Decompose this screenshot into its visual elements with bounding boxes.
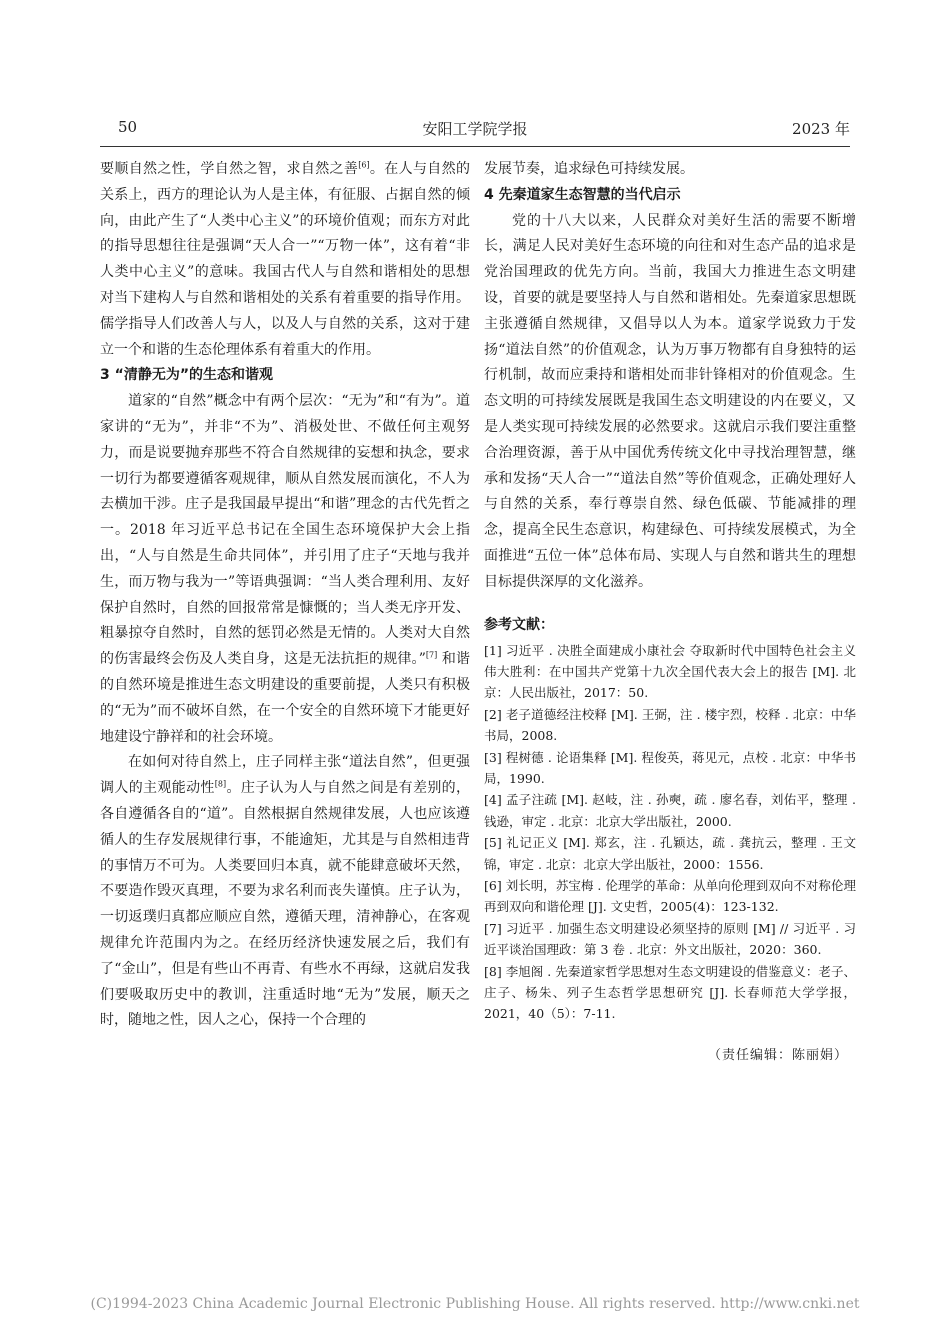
citation-6[interactable]: [6]	[358, 160, 370, 170]
left-column	[100, 157, 470, 1034]
paragraph-continuation: 要顺自然之性，学自然之智，求自然之善[6]。在人与自然的关系上，西方的理论认为人是主体，有征服、占据自然的倾向，由此产生了“人类中心主义”的环境价值观；而东方对此的指导思想往往是强调“天人合一”“万物一体”，这有着“非人类中心主义”的意味。我国古代人与自然和谐相处的思想对当下建构人与自然和谐相处的关系有着重要的指导作用。儒学指导人们改善人与人，以及人与自然的关系，这对于建立一个和谐的生态伦理体系有着重大的作用。	[100, 160, 471, 358]
section-heading-4: 4 先秦道家生态智慧的当代启示	[484, 186, 681, 203]
paragraph-enlightenment: 党的十八大以来，人民群众对美好生活的需要不断增长，满足人民对美好生态环境的向往和对生态产品的追求是党治国理政的优先方向。当前，我国大力推进生态文明建设，首要的就是要坚持人与自然和谐相处。先秦道家思想既主张遵循自然规律，又倡导以人为本。道家学说致力于发扬“道法自然”的价值观念，认为万事万物都有自身独特的运行机制，故而应秉持和谐相处而非针锋相对的价值观念。生态文明的可持续发展既是我国生态文明建设的内在要义，又是人类实现可持续发展的必然要求。这就启示我们要注重整合治理资源，善于从中国优秀传统文化中寻找治理智慧，继承和发扬“天人合一”“道法自然”等价值观念，正确处理好人与自然的关系，奉行尊崇自然、绿色低碳、节能减排的理念，提高全民生态意识，构建绿色、可持续发展模式，为全面推进“五位一体”总体布局、实现人与自然和谐共生的理想目标提供深厚的文化滋养。	[484, 212, 856, 590]
reference-item: [4] 孟子注疏 [M]. 赵岐，注 . 孙奭，疏 . 廖名春，刘佑平，整理 . 钱逊，审定 . 北京：北京大学出版社，2000.	[484, 792, 856, 829]
reference-item: [5] 礼记正义 [M]. 郑玄，注 . 孔颖达，疏 . 龚抗云，整理 . 王文锦，审定 . 北京：北京大学出版社，2000：1556.	[484, 835, 856, 872]
reference-item: [1] 习近平 . 决胜全面建成小康社会 夺取新时代中国特色社会主义伟大胜利：在中国共产党第十九次全国代表大会上的报告 [M]. 北京：人民出版社，2017：50.	[484, 642, 856, 701]
reference-item: [2] 老子道德经注校释 [M]. 王弼，注 . 楼宇烈，校释 . 北京：中华书局，2008.	[484, 706, 856, 744]
reference-item: [6] 刘长明，苏宝梅 . 伦理学的革命：从单向伦理到双向不对称伦理再到双向和谐伦理 [J]. 文史哲，2005(4)：123-132.	[484, 878, 856, 915]
paragraph-zhuangzi: 在如何对待自然上，庄子同样主张“道法自然”，但更强调人的主观能动性[8]。庄子认为人与自然之间是有差别的，各自遵循各自的“道”。自然根据自然规律发展，人也应该遵循人的生存发展规律行事，不能逾矩，尤其是与自然相违背的事情万不可为。人类要回归本真，就不能肆意破坏天然，不要造作毁灭真理，不要为求名利而丧失谨慎。庄子认为，一切返璞归真都应顺应自然，遵循天理，清神静心，在客观规律允许范围内为之。在经历经济快速发展之后，我们有了“金山”，但是有些山不再青、有些水不再绿，这就启发我们要吸取历史中的教训，注重适时地“无为”发展，顺天之时，随地之性，因人之心，保持一个合理的	[100, 754, 471, 1029]
reference-item: [3] 程树德 . 论语集释 [M]. 程俊英，蒋见元，点校 . 北京：中华书局，1990.	[484, 749, 856, 786]
references-list	[484, 640, 856, 1025]
running-header	[100, 118, 850, 144]
paragraph-wuwei: 道家的“自然”概念中有两个层次：“无为”和“有为”。道家讲的“无为”，并非“不为”、消极处世、不做任何主观努力，而是说要抛弃那些不符合自然规律的妄想和执念，要求一切行为都要遵循客观规律，顺从自然发展而演化，不人为去横加干涉。庄子是我国最早提出“和谐”理念的古代先哲之一。2018 年习近平总书记在全国生态环境保护大会上指出，“人与自然是生命共同体”，并引用了庄子“天地与我并生，而万物与我为一”等语典强调：“当人类合理利用、友好保护自然时，自然的回报常常是慷慨的；当人类无序开发、粗暴掠夺自然时，自然的惩罚必然是无情的。人类对大自然的伤害最终会伤及人类自身，这是无法抗拒的规律。”[7] 和谐的自然环境是推进生态文明建设的重要前提，人类只有积极的“无为”而不破坏自然，在一个安全的自然环境下才能更好地建设宁静祥和的社会环境。	[100, 393, 471, 745]
paragraph-continuation-right: 发展节奏，追求绿色可持续发展。	[484, 161, 694, 177]
right-column	[484, 157, 856, 1069]
copyright-footer: (C)1994-2023 China Academic Journal Electronic Publishing House. All rights reserved. http://www.cnki.net	[90, 1296, 860, 1312]
responsible-editor: （责任编辑：陈丽娟）	[707, 1047, 848, 1063]
reference-item: [7] 习近平 . 加强生态文明建设必须坚持的原则 [M] // 习近平 . 习近平谈治国理政：第 3 卷 . 北京：外文出版社，2020：360.	[484, 920, 856, 958]
page-number: 50	[118, 118, 138, 136]
citation-8[interactable]: [8]	[214, 779, 227, 789]
journal-year: 2023 年	[792, 120, 850, 138]
reference-item: [8] 李旭阁 . 先秦道家哲学思想对生态文明建设的借鉴意义：老子、庄子、杨朱、列子生态哲学思想研究 [J]. 长春师范大学学报，2021，40（5）：7-11.	[484, 963, 856, 1022]
citation-7[interactable]: [7]	[425, 650, 438, 660]
header-rule	[100, 146, 850, 147]
section-heading-3: 3 “清静无为”的生态和谐观	[100, 367, 274, 384]
references-title: 参考文献：	[484, 616, 554, 633]
journal-title: 安阳工学院学报	[422, 120, 528, 138]
